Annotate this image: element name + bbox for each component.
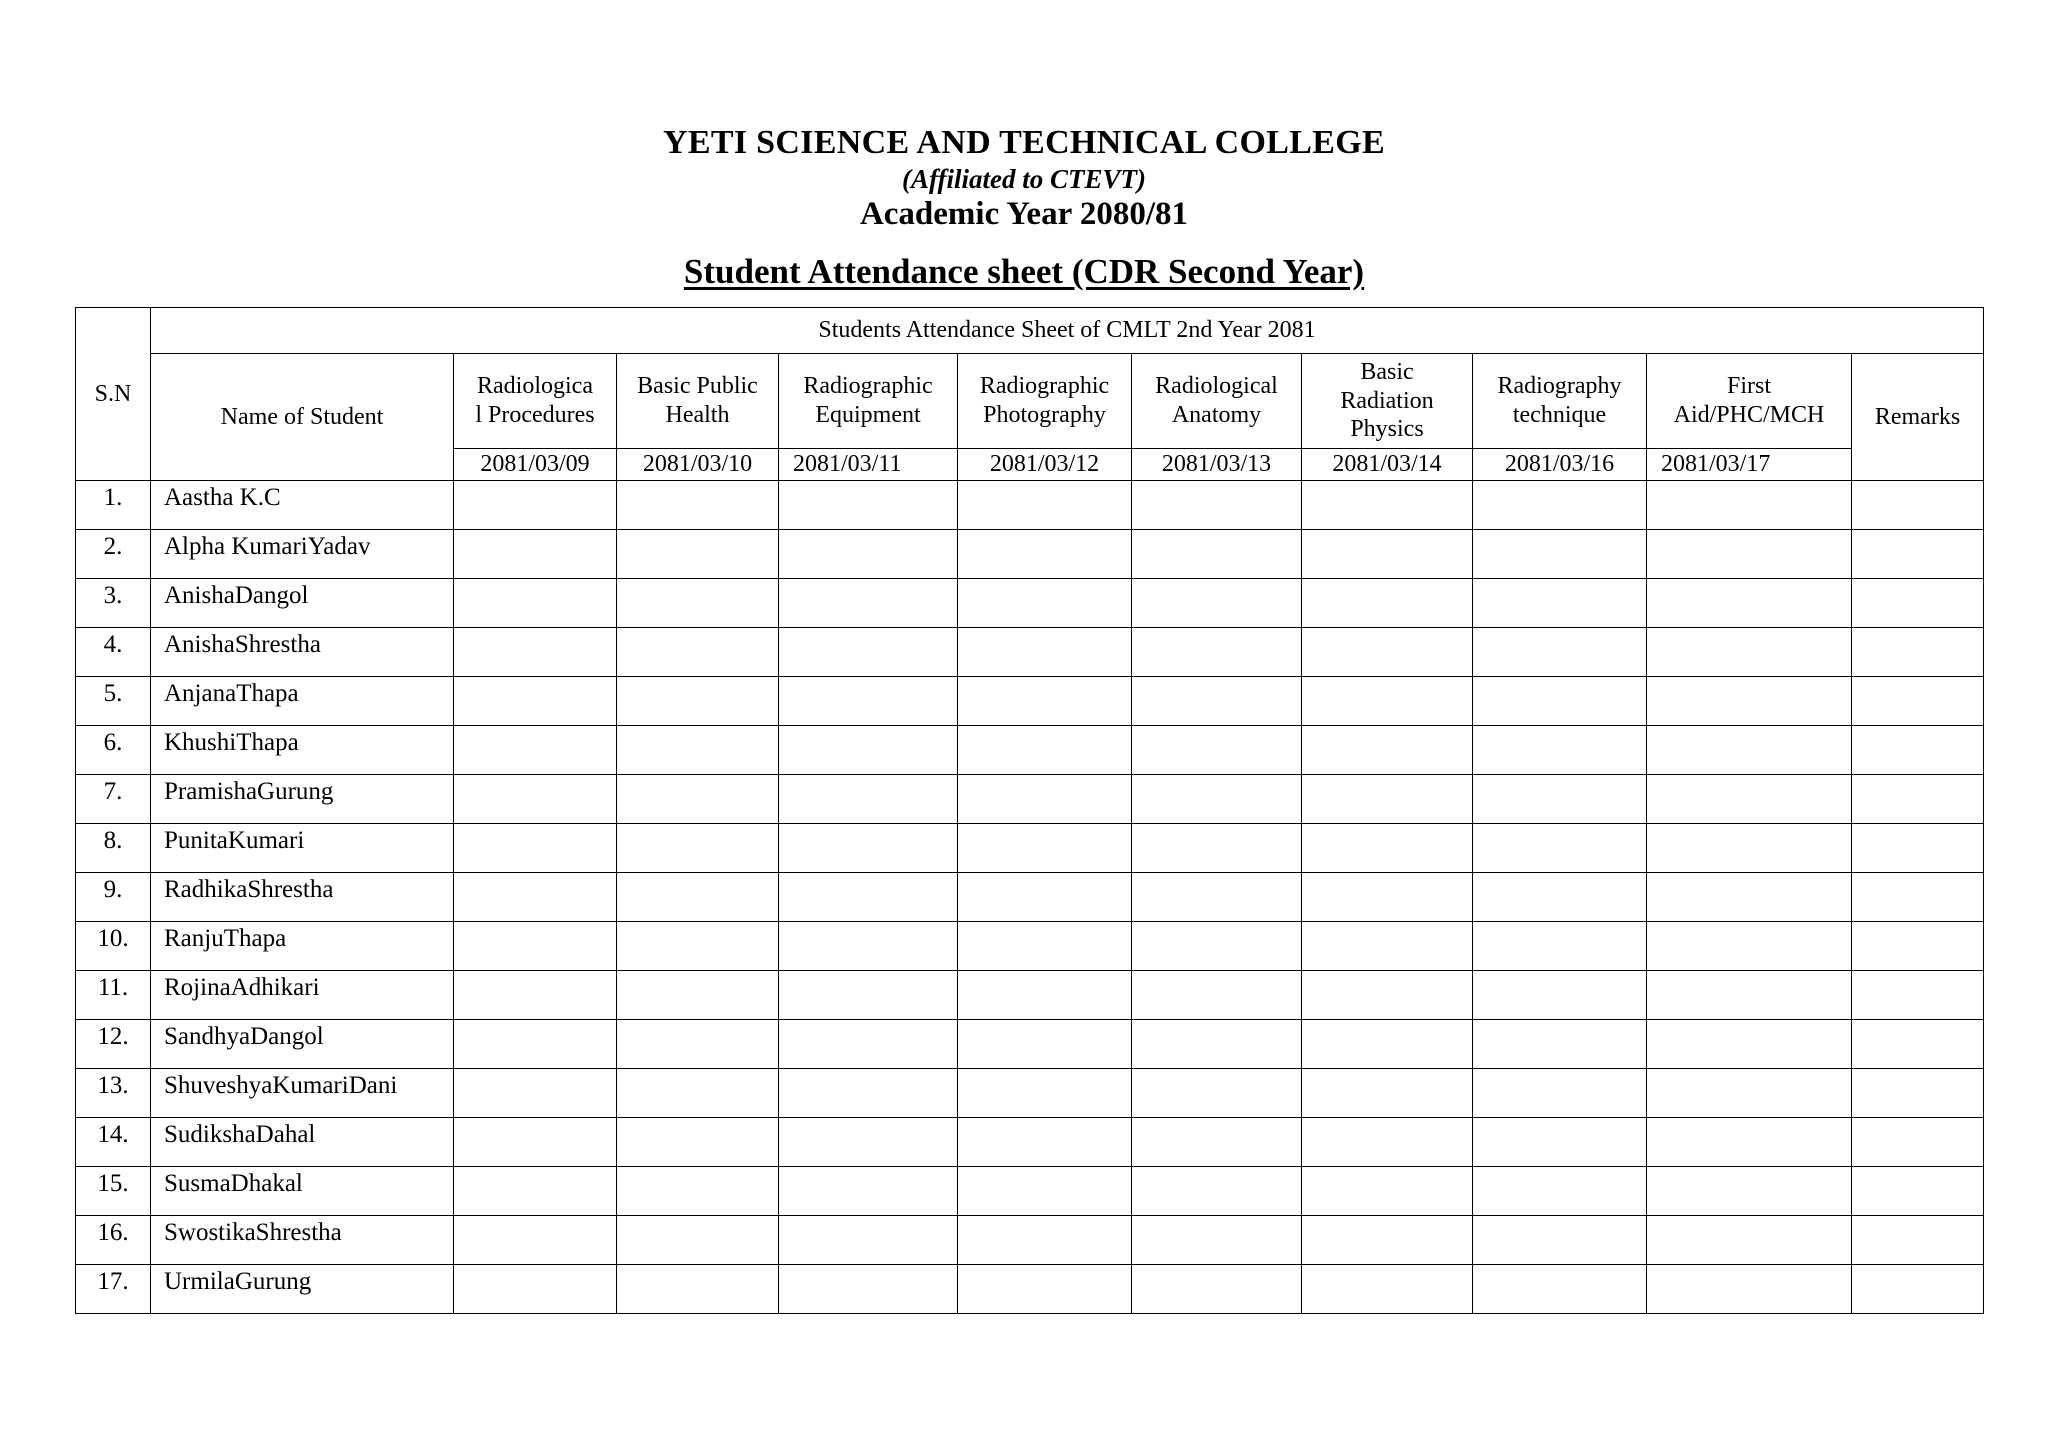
attendance-cell[interactable] (1302, 1069, 1473, 1118)
subject-header-line: Radiologica (477, 373, 593, 400)
attendance-cell[interactable] (1302, 677, 1473, 726)
student-name: Alpha KumariYadav (151, 530, 454, 579)
student-name: SusmaDhakal (151, 1167, 454, 1216)
attendance-cell[interactable] (1473, 922, 1647, 971)
attendance-cell[interactable] (1302, 1020, 1473, 1069)
attendance-cell[interactable] (958, 1216, 1132, 1265)
remarks-cell[interactable] (1852, 530, 1984, 579)
attendance-cell[interactable] (1132, 530, 1302, 579)
student-row (76, 579, 1984, 628)
student-name: SandhyaDangol (151, 1020, 454, 1069)
subject-date: 2081/03/11 (779, 449, 958, 481)
attendance-cell[interactable] (454, 873, 617, 922)
student-name: RadhikaShrestha (151, 873, 454, 922)
attendance-cell[interactable] (454, 1118, 617, 1167)
student-name: AnishaShrestha (151, 628, 454, 677)
subject-header (1132, 354, 1302, 449)
subject-header-line: Basic Public (637, 373, 758, 400)
attendance-cell[interactable] (958, 971, 1132, 1020)
attendance-cell[interactable] (1132, 628, 1302, 677)
serial-number: 13. (76, 1069, 151, 1118)
attendance-cell[interactable] (454, 1167, 617, 1216)
remarks-cell[interactable] (1852, 579, 1984, 628)
remarks-cell[interactable] (1852, 726, 1984, 775)
attendance-cell[interactable] (1132, 1069, 1302, 1118)
attendance-cell[interactable] (1302, 726, 1473, 775)
attendance-cell[interactable] (1647, 1069, 1852, 1118)
student-name: KhushiThapa (151, 726, 454, 775)
serial-number: 8. (76, 824, 151, 873)
student-name: AnishaDangol (151, 579, 454, 628)
attendance-cell[interactable] (1132, 1167, 1302, 1216)
attendance-cell[interactable] (958, 530, 1132, 579)
attendance-cell[interactable] (1647, 677, 1852, 726)
attendance-cell[interactable] (779, 1216, 958, 1265)
serial-number: 11. (76, 971, 151, 1020)
attendance-cell[interactable] (1132, 873, 1302, 922)
remarks-header: Remarks (1852, 354, 1984, 481)
attendance-cell[interactable] (1132, 1216, 1302, 1265)
attendance-cell[interactable] (958, 922, 1132, 971)
attendance-cell[interactable] (1302, 530, 1473, 579)
serial-number: 10. (76, 922, 151, 971)
student-name: PramishaGurung (151, 775, 454, 824)
attendance-cell[interactable] (454, 824, 617, 873)
student-row (76, 1265, 1984, 1314)
attendance-cell[interactable] (1132, 824, 1302, 873)
student-name: RanjuThapa (151, 922, 454, 971)
attendance-cell[interactable] (617, 530, 779, 579)
attendance-cell[interactable] (1132, 726, 1302, 775)
attendance-cell[interactable] (1132, 481, 1302, 530)
academic-year: Academic Year 2080/81 (859, 196, 1189, 232)
attendance-cell[interactable] (779, 1265, 958, 1314)
attendance-cell[interactable] (1647, 726, 1852, 775)
subject-header-line: Physics (1350, 416, 1424, 443)
sn-header: S.N (76, 308, 151, 481)
subject-date: 2081/03/16 (1473, 449, 1647, 481)
attendance-cell[interactable] (1473, 579, 1647, 628)
attendance-cell[interactable] (1132, 1118, 1302, 1167)
attendance-cell[interactable] (779, 1118, 958, 1167)
attendance-cell[interactable] (454, 1216, 617, 1265)
attendance-cell[interactable] (617, 1216, 779, 1265)
attendance-cell[interactable] (454, 971, 617, 1020)
attendance-cell[interactable] (1302, 1118, 1473, 1167)
remarks-cell[interactable] (1852, 873, 1984, 922)
attendance-cell[interactable] (617, 1265, 779, 1314)
attendance-cell[interactable] (958, 873, 1132, 922)
attendance-cell[interactable] (958, 677, 1132, 726)
serial-number: 12. (76, 1020, 151, 1069)
remarks-cell[interactable] (1852, 481, 1984, 530)
subject-header (617, 354, 779, 449)
attendance-cell[interactable] (1302, 481, 1473, 530)
attendance-cell[interactable] (779, 873, 958, 922)
student-name: Aastha K.C (151, 481, 454, 530)
attendance-cell[interactable] (617, 1020, 779, 1069)
attendance-cell[interactable] (454, 579, 617, 628)
attendance-cell[interactable] (1132, 579, 1302, 628)
attendance-group-title: Students Attendance Sheet of CMLT 2nd Year 2081 (151, 308, 1984, 354)
serial-number: 2. (76, 530, 151, 579)
student-row (76, 1167, 1984, 1216)
attendance-cell[interactable] (1647, 530, 1852, 579)
subject-header (454, 354, 617, 449)
remarks-cell[interactable] (1852, 1069, 1984, 1118)
serial-number: 7. (76, 775, 151, 824)
subject-date: 2081/03/17 (1647, 449, 1852, 481)
subject-header-line: Anatomy (1171, 402, 1262, 428)
attendance-cell[interactable] (1302, 1167, 1473, 1216)
attendance-cell[interactable] (1473, 481, 1647, 530)
student-row (76, 1020, 1984, 1069)
attendance-cell[interactable] (1473, 677, 1647, 726)
attendance-cell[interactable] (1647, 824, 1852, 873)
attendance-cell[interactable] (958, 775, 1132, 824)
serial-number: 9. (76, 873, 151, 922)
subject-header-line: Photography (983, 402, 1106, 428)
serial-number: 4. (76, 628, 151, 677)
attendance-cell[interactable] (1647, 922, 1852, 971)
student-name: ShuveshyaKumariDani (151, 1069, 454, 1118)
attendance-cell[interactable] (958, 628, 1132, 677)
student-row (76, 873, 1984, 922)
attendance-cell[interactable] (1647, 1118, 1852, 1167)
serial-number: 1. (76, 481, 151, 530)
serial-number: 16. (76, 1216, 151, 1265)
attendance-cell[interactable] (617, 1118, 779, 1167)
serial-number: 5. (76, 677, 151, 726)
student-name: SudikshaDahal (151, 1118, 454, 1167)
affiliation-note: (Affiliated to CTEVT) (902, 164, 1146, 194)
attendance-cell[interactable] (617, 628, 779, 677)
attendance-cell[interactable] (1473, 1265, 1647, 1314)
remarks-cell[interactable] (1852, 1265, 1984, 1314)
subject-header (1647, 354, 1852, 449)
attendance-cell[interactable] (779, 677, 958, 726)
attendance-cell[interactable] (779, 1020, 958, 1069)
subject-header-line: Radiographic (803, 373, 933, 400)
attendance-cell[interactable] (617, 481, 779, 530)
attendance-cell[interactable] (958, 1265, 1132, 1314)
student-name: SwostikaShrestha (151, 1216, 454, 1265)
attendance-cell[interactable] (779, 775, 958, 824)
attendance-cell[interactable] (617, 1069, 779, 1118)
attendance-cell[interactable] (454, 726, 617, 775)
attendance-cell[interactable] (1473, 775, 1647, 824)
attendance-cell[interactable] (958, 1020, 1132, 1069)
remarks-cell[interactable] (1852, 628, 1984, 677)
student-name: PunitaKumari (151, 824, 454, 873)
attendance-cell[interactable] (617, 579, 779, 628)
attendance-cell[interactable] (1473, 1118, 1647, 1167)
attendance-cell[interactable] (1473, 824, 1647, 873)
attendance-cell[interactable] (1132, 1265, 1302, 1314)
student-row (76, 1069, 1984, 1118)
remarks-cell[interactable] (1852, 1167, 1984, 1216)
attendance-cell[interactable] (1647, 775, 1852, 824)
attendance-table (75, 307, 1984, 1314)
attendance-cell[interactable] (779, 1167, 958, 1216)
serial-number: 3. (76, 579, 151, 628)
attendance-cell[interactable] (958, 726, 1132, 775)
attendance-cell[interactable] (1132, 922, 1302, 971)
subject-header-line: technique (1512, 402, 1607, 428)
attendance-cell[interactable] (1302, 971, 1473, 1020)
attendance-cell[interactable] (617, 922, 779, 971)
student-row (76, 775, 1984, 824)
subject-header (1473, 354, 1647, 449)
attendance-cell[interactable] (1302, 824, 1473, 873)
remarks-cell[interactable] (1852, 1118, 1984, 1167)
attendance-cell[interactable] (1302, 628, 1473, 677)
name-of-student-header: Name of Student (151, 354, 454, 481)
attendance-cell[interactable] (617, 873, 779, 922)
student-row (76, 1216, 1984, 1265)
subject-date: 2081/03/10 (617, 449, 779, 481)
attendance-cell[interactable] (1647, 1167, 1852, 1216)
student-name: RojinaAdhikari (151, 971, 454, 1020)
attendance-cell[interactable] (617, 775, 779, 824)
subject-header-line: Radiography (1497, 373, 1622, 400)
attendance-cell[interactable] (1132, 775, 1302, 824)
remarks-cell[interactable] (1852, 775, 1984, 824)
serial-number: 14. (76, 1118, 151, 1167)
serial-number: 15. (76, 1167, 151, 1216)
subject-date: 2081/03/12 (958, 449, 1132, 481)
subject-date: 2081/03/14 (1302, 449, 1473, 481)
attendance-cell[interactable] (1473, 1216, 1647, 1265)
attendance-cell[interactable] (779, 1069, 958, 1118)
attendance-cell[interactable] (1302, 579, 1473, 628)
remarks-cell[interactable] (1852, 971, 1984, 1020)
student-row (76, 726, 1984, 775)
attendance-cell[interactable] (1132, 971, 1302, 1020)
attendance-cell[interactable] (1132, 1020, 1302, 1069)
attendance-cell[interactable] (1473, 1020, 1647, 1069)
attendance-cell[interactable] (779, 824, 958, 873)
attendance-cell[interactable] (1473, 873, 1647, 922)
attendance-cell[interactable] (958, 1118, 1132, 1167)
remarks-cell[interactable] (1852, 1216, 1984, 1265)
student-name: UrmilaGurung (151, 1265, 454, 1314)
remarks-cell[interactable] (1852, 677, 1984, 726)
attendance-cell[interactable] (454, 481, 617, 530)
attendance-cell[interactable] (779, 530, 958, 579)
student-row (76, 922, 1984, 971)
attendance-cell[interactable] (958, 1069, 1132, 1118)
attendance-cell[interactable] (454, 1265, 617, 1314)
remarks-cell[interactable] (1852, 922, 1984, 971)
attendance-cell[interactable] (1647, 873, 1852, 922)
student-row (76, 824, 1984, 873)
attendance-cell[interactable] (1647, 1216, 1852, 1265)
serial-number: 17. (76, 1265, 151, 1314)
attendance-cell[interactable] (1473, 1069, 1647, 1118)
attendance-cell[interactable] (1473, 726, 1647, 775)
subject-header-line: Radiation (1340, 387, 1434, 414)
attendance-cell[interactable] (779, 726, 958, 775)
attendance-cell[interactable] (958, 579, 1132, 628)
attendance-cell[interactable] (1647, 1020, 1852, 1069)
attendance-cell[interactable] (617, 1167, 779, 1216)
remarks-cell[interactable] (1852, 1020, 1984, 1069)
attendance-cell[interactable] (454, 775, 617, 824)
attendance-cell[interactable] (1302, 1216, 1473, 1265)
attendance-cell[interactable] (1473, 530, 1647, 579)
attendance-cell[interactable] (1647, 971, 1852, 1020)
attendance-cell[interactable] (1647, 1265, 1852, 1314)
attendance-cell[interactable] (1647, 628, 1852, 677)
attendance-cell[interactable] (454, 530, 617, 579)
student-name: AnjanaThapa (151, 677, 454, 726)
student-row (76, 971, 1984, 1020)
subject-header-line: Radiological (1155, 373, 1278, 400)
college-name: YETI SCIENCE AND TECHNICAL COLLEGE (663, 124, 1385, 161)
attendance-cell[interactable] (779, 971, 958, 1020)
attendance-cell[interactable] (617, 824, 779, 873)
subject-header-line: Radiographic (979, 373, 1110, 400)
attendance-cell[interactable] (958, 824, 1132, 873)
student-row (76, 677, 1984, 726)
subject-header (779, 354, 958, 449)
attendance-cell[interactable] (1647, 481, 1852, 530)
attendance-cell[interactable] (1473, 1167, 1647, 1216)
subject-header-line: Basic (1360, 358, 1414, 385)
attendance-cell[interactable] (617, 726, 779, 775)
student-row (76, 1118, 1984, 1167)
sheet-title: Student Attendance sheet (CDR Second Year) (683, 252, 1365, 291)
attendance-cell[interactable] (779, 481, 958, 530)
attendance-cell[interactable] (779, 922, 958, 971)
attendance-cell[interactable] (617, 677, 779, 726)
attendance-cell[interactable] (1302, 922, 1473, 971)
subject-header (958, 354, 1132, 449)
subject-date: 2081/03/09 (454, 449, 617, 481)
attendance-cell[interactable] (1132, 677, 1302, 726)
student-row (76, 481, 1984, 530)
subject-header-line: Equipment (815, 402, 921, 428)
attendance-cell[interactable] (958, 481, 1132, 530)
attendance-cell[interactable] (454, 922, 617, 971)
attendance-cell[interactable] (1647, 579, 1852, 628)
attendance-cell[interactable] (617, 971, 779, 1020)
subject-header (1302, 354, 1473, 449)
student-row (76, 530, 1984, 579)
attendance-cell[interactable] (779, 579, 958, 628)
attendance-cell[interactable] (1473, 971, 1647, 1020)
attendance-cell[interactable] (1302, 1265, 1473, 1314)
attendance-cell[interactable] (1302, 873, 1473, 922)
subject-header-line: Health (665, 402, 730, 428)
attendance-cell[interactable] (454, 1069, 617, 1118)
serial-number: 6. (76, 726, 151, 775)
subject-date: 2081/03/13 (1132, 449, 1302, 481)
subject-header-line: First (1726, 373, 1771, 400)
attendance-cell[interactable] (454, 1020, 617, 1069)
attendance-cell[interactable] (1302, 775, 1473, 824)
subject-header-line: Aid/PHC/MCH (1673, 402, 1825, 428)
subject-header-line: l Procedures (475, 402, 595, 428)
attendance-cell[interactable] (1473, 628, 1647, 677)
attendance-cell[interactable] (958, 1167, 1132, 1216)
student-row (76, 628, 1984, 677)
attendance-cell[interactable] (454, 677, 617, 726)
attendance-cell[interactable] (454, 628, 617, 677)
remarks-cell[interactable] (1852, 824, 1984, 873)
attendance-cell[interactable] (779, 628, 958, 677)
